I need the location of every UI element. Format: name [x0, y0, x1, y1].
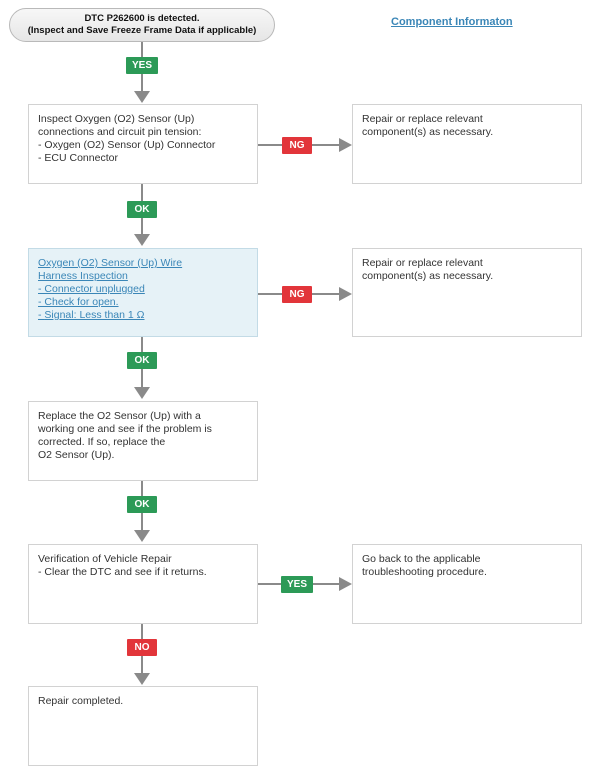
- step-inspect-connections: [28, 104, 258, 184]
- side1-line: component(s) as necessary.: [362, 126, 494, 138]
- connector-unplugged-link[interactable]: - Connector unplugged: [38, 283, 145, 295]
- step1-line: Inspect Oxygen (O2) Sensor (Up): [38, 113, 195, 125]
- step3-line: Replace the O2 Sensor (Up) with a: [38, 410, 201, 422]
- start-node: [9, 8, 275, 42]
- step1-line: connections and circuit pin tension:: [38, 126, 202, 138]
- start-subtitle: (Inspect and Save Freeze Frame Data if applicable): [27, 25, 257, 36]
- step5-line: Repair completed.: [38, 695, 124, 707]
- ok-badge-3: OK: [127, 496, 157, 513]
- side-box-repair-1: [352, 104, 582, 184]
- arrow-down-icon: [134, 673, 150, 685]
- yes-badge-4: YES: [281, 576, 313, 593]
- arrow-right-icon: [339, 287, 352, 301]
- arrow-down-icon: [134, 91, 150, 103]
- signal-line: [38, 309, 248, 322]
- no-badge-4: NO: [127, 639, 157, 656]
- step-wire-harness-inspection: [28, 248, 258, 337]
- yes-badge-start: YES: [126, 57, 158, 74]
- signal-prefix: -: [38, 309, 45, 321]
- check-open-link[interactable]: - Check for open.: [38, 296, 119, 308]
- ng-badge-2: NG: [282, 286, 312, 303]
- arrow-right-icon: [339, 577, 352, 591]
- step-replace-o2-sensor: [28, 401, 258, 481]
- side3-line: troubleshooting procedure.: [362, 566, 487, 578]
- ok-badge-2: OK: [127, 352, 157, 369]
- side-box-repair-2: [352, 248, 582, 337]
- start-title: DTC P262600 is detected.: [84, 13, 200, 24]
- arrow-down-icon: [134, 387, 150, 399]
- ok-badge-1: OK: [127, 201, 157, 218]
- step3-line: working one and see if the problem is: [38, 423, 212, 435]
- step3-line: corrected. If so, replace the: [38, 436, 166, 448]
- side1-line: Repair or replace relevant: [362, 113, 483, 125]
- ng-badge-1: NG: [282, 137, 312, 154]
- wire-harness-link-2[interactable]: Harness Inspection: [38, 270, 128, 282]
- side3-line: Go back to the applicable: [362, 553, 481, 565]
- wire-harness-link[interactable]: Oxygen (O2) Sensor (Up) Wire: [38, 257, 183, 269]
- step4-line: - Clear the DTC and see if it returns.: [38, 566, 207, 578]
- side2-line: Repair or replace relevant: [362, 257, 483, 269]
- component-information-link[interactable]: Component Informaton: [391, 16, 513, 28]
- step-verification: [28, 544, 258, 624]
- arrow-down-icon: [134, 234, 150, 246]
- arrow-down-icon: [134, 530, 150, 542]
- step-repair-completed: [28, 686, 258, 766]
- step3-line: O2 Sensor (Up).: [38, 449, 115, 461]
- signal-link[interactable]: Signal: Less than 1 Ω: [44, 309, 145, 321]
- step1-line: - ECU Connector: [38, 152, 118, 164]
- step4-line: Verification of Vehicle Repair: [38, 553, 172, 565]
- side2-line: component(s) as necessary.: [362, 270, 494, 282]
- step1-line: - Oxygen (O2) Sensor (Up) Connector: [38, 139, 216, 151]
- side-box-go-back: [352, 544, 582, 624]
- arrow-right-icon: [339, 138, 352, 152]
